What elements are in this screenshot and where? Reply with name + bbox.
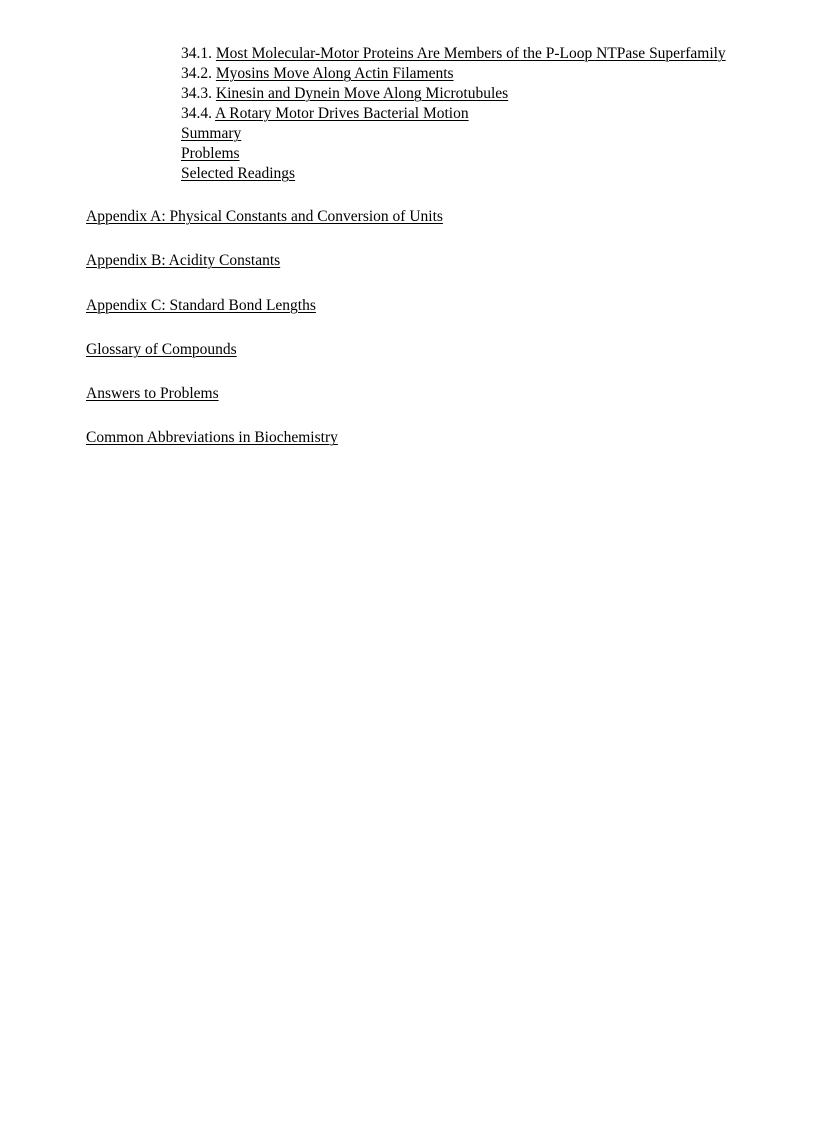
- toc-extra-item: [181, 144, 726, 164]
- toc-link-abbreviations[interactable]: Common Abbreviations in Biochemistry: [86, 429, 338, 447]
- toc-link-problems[interactable]: Problems: [181, 145, 240, 162]
- toc-section-item: [181, 64, 726, 84]
- section-number: 34.2.: [181, 65, 212, 82]
- toc-link-section-34-4[interactable]: A Rotary Motor Drives Bacterial Motion: [215, 105, 469, 122]
- toc-link-answers[interactable]: Answers to Problems: [86, 385, 219, 403]
- back-matter-item: [86, 296, 443, 340]
- toc-link-section-34-2[interactable]: Myosins Move Along Actin Filaments: [215, 65, 454, 82]
- toc-extra-item: [181, 124, 726, 144]
- toc-link-glossary[interactable]: Glossary of Compounds: [86, 340, 237, 358]
- back-matter-list: [86, 207, 443, 473]
- section-number: 34.1.: [181, 45, 212, 62]
- back-matter-item: [86, 384, 443, 428]
- toc-link-summary[interactable]: Summary: [181, 125, 242, 142]
- toc-section-item: [181, 44, 726, 64]
- toc-link-appendix-c[interactable]: Appendix C: Standard Bond Lengths: [86, 296, 316, 314]
- chapter-34-section-list: [181, 44, 726, 184]
- toc-section-item: [181, 84, 726, 104]
- toc-link-appendix-b[interactable]: Appendix B: Acidity Constants: [86, 252, 281, 270]
- toc-link-appendix-a[interactable]: Appendix A: Physical Constants and Conversion of Units: [86, 208, 443, 225]
- toc-link-selected-readings[interactable]: Selected Readings: [181, 165, 296, 182]
- section-number: 34.4.: [181, 105, 212, 122]
- back-matter-item: [86, 340, 443, 384]
- back-matter-item: [86, 428, 443, 472]
- back-matter-item: [86, 251, 443, 295]
- toc-link-section-34-1[interactable]: Most Molecular-Motor Proteins Are Members of the P-Loop NTPase Superfamily: [215, 45, 726, 62]
- toc-section-item: [181, 104, 726, 124]
- toc-extra-item: [181, 164, 726, 184]
- section-number: 34.3.: [181, 85, 212, 102]
- back-matter-item: [86, 207, 443, 251]
- toc-link-section-34-3[interactable]: Kinesin and Dynein Move Along Microtubules: [215, 85, 509, 102]
